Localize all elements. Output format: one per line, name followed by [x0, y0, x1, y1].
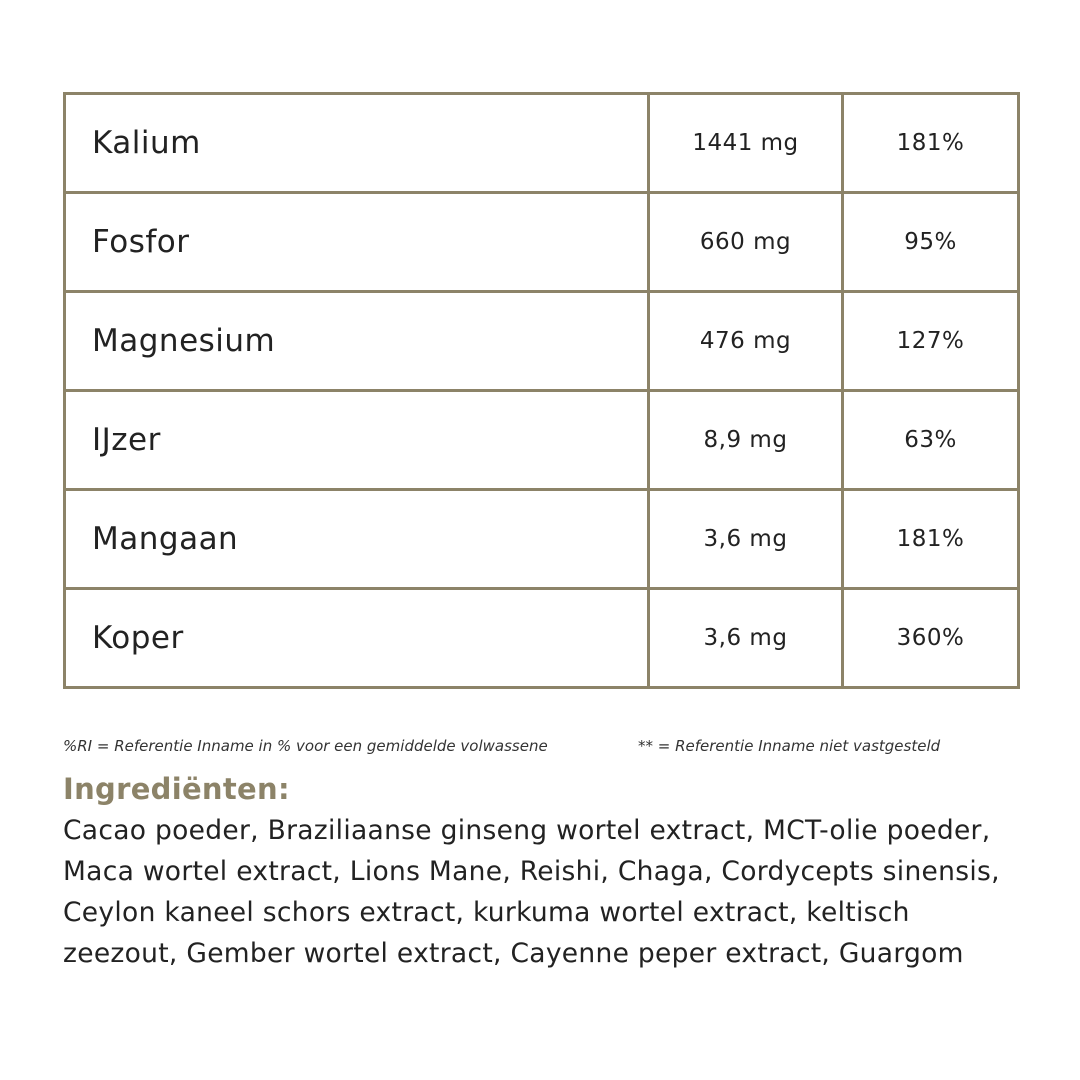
- nutrient-amount: 660 mg: [649, 193, 843, 292]
- nutrient-name: Magnesium: [65, 292, 649, 391]
- table-row: [65, 193, 1019, 292]
- table-row: [65, 391, 1019, 490]
- table-row: [65, 490, 1019, 589]
- nutrient-name: IJzer: [65, 391, 649, 490]
- ingredients-text: Cacao poeder, Braziliaanse ginseng wortel extract, MCT-olie poeder, Maca wortel extract, Lions Mane, Reishi, Chaga, Cordycepts sinensis, Ceylon kaneel schors extract, kurkuma wortel extract, keltisch zeezout, Gember wortel extract, Cayenne peper extract, Guargom: [63, 815, 1000, 969]
- nutrient-amount: 3,6 mg: [649, 589, 843, 688]
- nutrient-ri: 95%: [843, 193, 1019, 292]
- nutrient-name: Kalium: [65, 94, 649, 193]
- nutrient-ri: 360%: [843, 589, 1019, 688]
- nutrient-name: Koper: [65, 589, 649, 688]
- nutrient-ri: 127%: [843, 292, 1019, 391]
- nutrient-amount: 8,9 mg: [649, 391, 843, 490]
- nutrient-amount: 476 mg: [649, 292, 843, 391]
- footnote-ri-definition: %RI = Referentie Inname in % voor een gemiddelde volwassene: [63, 737, 548, 755]
- nutrient-ri: 181%: [843, 94, 1019, 193]
- footnotes: [63, 737, 1023, 755]
- table-row: [65, 292, 1019, 391]
- nutrient-ri: 63%: [843, 391, 1019, 490]
- table-row: [65, 589, 1019, 688]
- nutrient-name: Fosfor: [65, 193, 649, 292]
- nutrient-amount: 3,6 mg: [649, 490, 843, 589]
- nutrition-table: [63, 92, 1020, 689]
- footnote-not-established: ** = Referentie Inname niet vastgesteld: [638, 737, 941, 755]
- table-row: [65, 94, 1019, 193]
- nutrient-ri: 181%: [843, 490, 1019, 589]
- ingredients-title: Ingrediënten:: [63, 772, 290, 806]
- nutrient-amount: 1441 mg: [649, 94, 843, 193]
- nutrient-name: Mangaan: [65, 490, 649, 589]
